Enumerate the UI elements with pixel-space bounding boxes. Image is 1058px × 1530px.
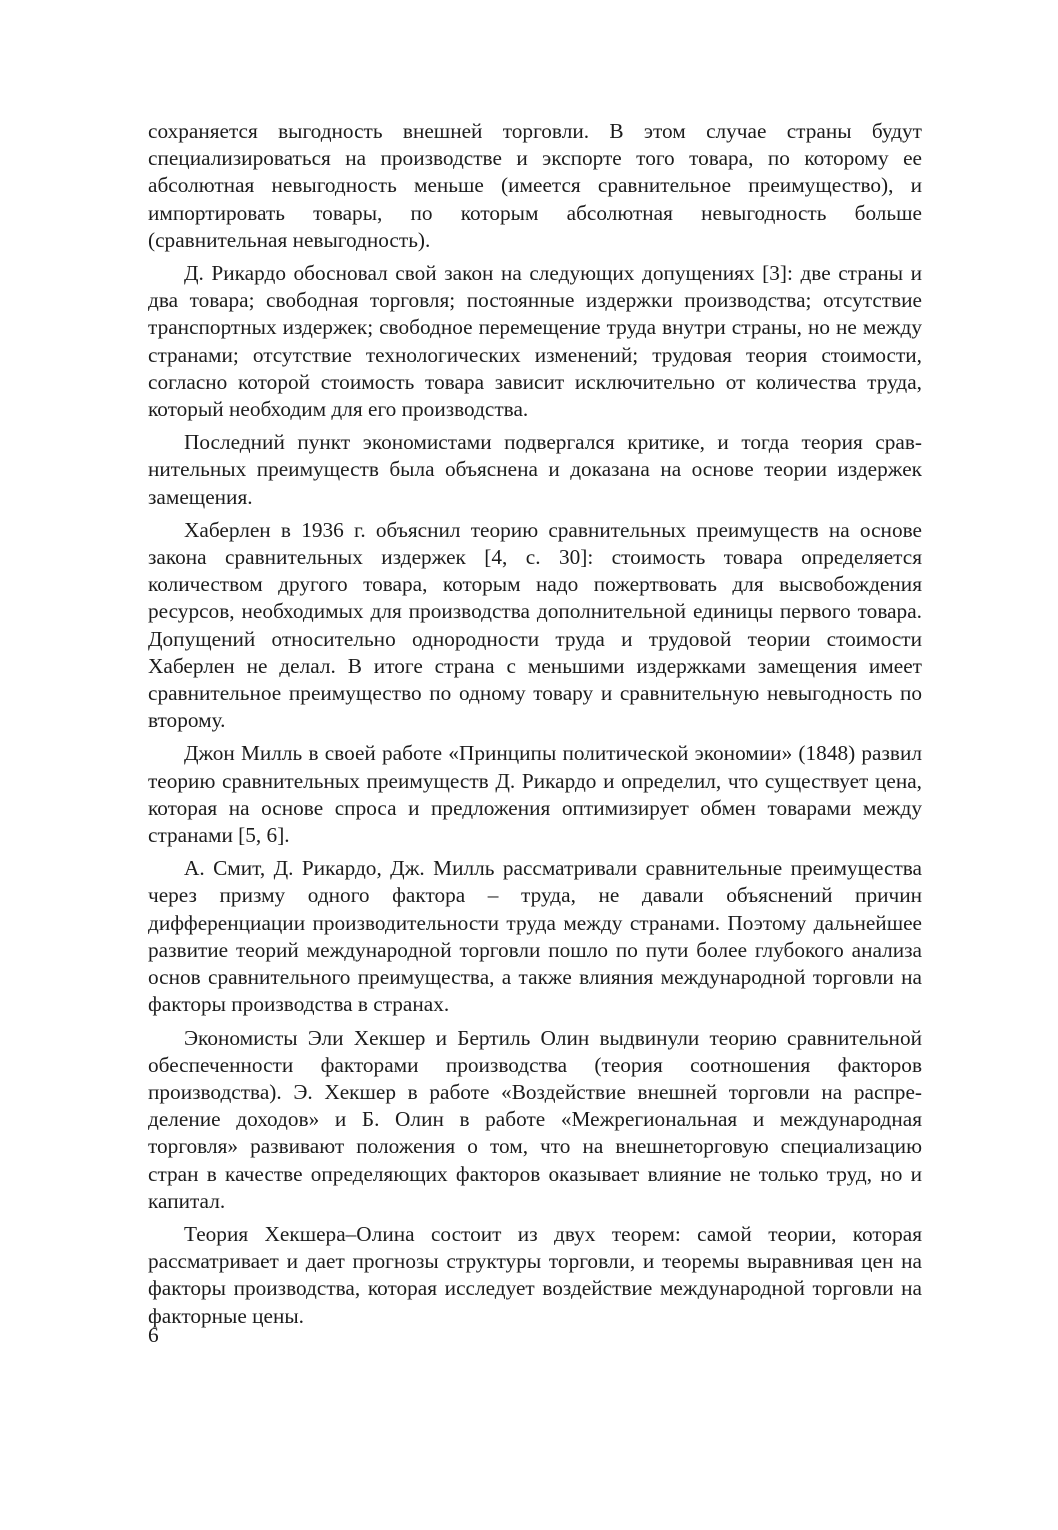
paragraph-8: Теория Хекшера–Олина состоит из двух теорем: самой теории, которая рассматривает и дает прогнозы структуры торговли, и теоремы выравнивая цен на факторы производства, которая исследует воздействие международной торговли на факторные цены. <box>148 1221 922 1328</box>
paragraph-3: Последний пункт экономистами подвергался критике, и тогда теория сравнительных преимуществ была объяснена и доказана на основе теории издержек замещения. <box>148 430 922 509</box>
paragraph-2: Д. Рикардо обосновал свой закон на следующих допущениях [3]: две страны и два товара; свободная торговля; постоянные издержки производства; отсутствие транспортных издержек; свободное перемещение труда внутри страны, но не между странами; отсутствие технологических изменений; трудовая теория стоимости, согласно которой стоимость товара зависит исключительно от количества труда, который необходим для его производства. <box>148 261 922 422</box>
paragraph-1: сохраняется выгодность внешней торговли. В этом случае страны будут специализироваться на производстве и экспорте того товара, по которому ее абсолютная невыгодность меньше (имеется сравнительное преимущество), и импортировать товары, по которым абсолютная невыгодность больше (сравнительная невыгодность). <box>148 119 922 252</box>
page-number: 6 <box>148 1323 159 1347</box>
paragraph-6: А. Смит, Д. Рикардо, Дж. Милль рассматривали сравнительные преимущества через призму одного фактора – труда, не давали объяснений причин дифференциации производительности труда между странами. Поэтому дальнейшее развитие теорий международной торговли пошло по пути более глубокого анализа основ сравнительного преимущества, а также влияния международной торговли на факторы производства в странах. <box>148 856 922 1017</box>
page-body <box>148 118 922 1330</box>
paragraph-5: Джон Милль в своей работе «Принципы политической экономии» (1848) развил теорию сравнительных преимуществ Д. Рикардо и определил, что существует цена, которая на основе спроса и предложения оптимизирует обмен товарами между странами [5, 6]. <box>148 741 922 848</box>
paragraph-4: Хаберлен в 1936 г. объяснил теорию сравнительных преимуществ на основе закона сравнительных издержек [4, с. 30]: стоимость товара определяется количеством другого товара, которым надо пожертвовать для высвобождения ресурсов, необходимых для производства дополнительной единицы первого товара. Допущений относительно однородности труда и трудовой теории стоимости Хаберлен не делал. В итоге страна с меньшими издержками замещения имеет сравнительное преимущество по одному товару и сравнительную невыгодность по второму. <box>148 517 922 733</box>
paragraph-7: Экономисты Эли Хекшер и Бертиль Олин выдвинули теорию сравнительной обеспеченности факторами производства (теория соотношения факторов производства). Э. Хекшер в работе «Воздействие внешней торговли на распределение доходов» и Б. Олин в работе «Межрегиональная и международная торговля» развивают положения о том, что на внешнеторговую специализацию стран в качестве определяющих факторов оказывает влияние не только труд, но и капитал. <box>148 1025 922 1213</box>
